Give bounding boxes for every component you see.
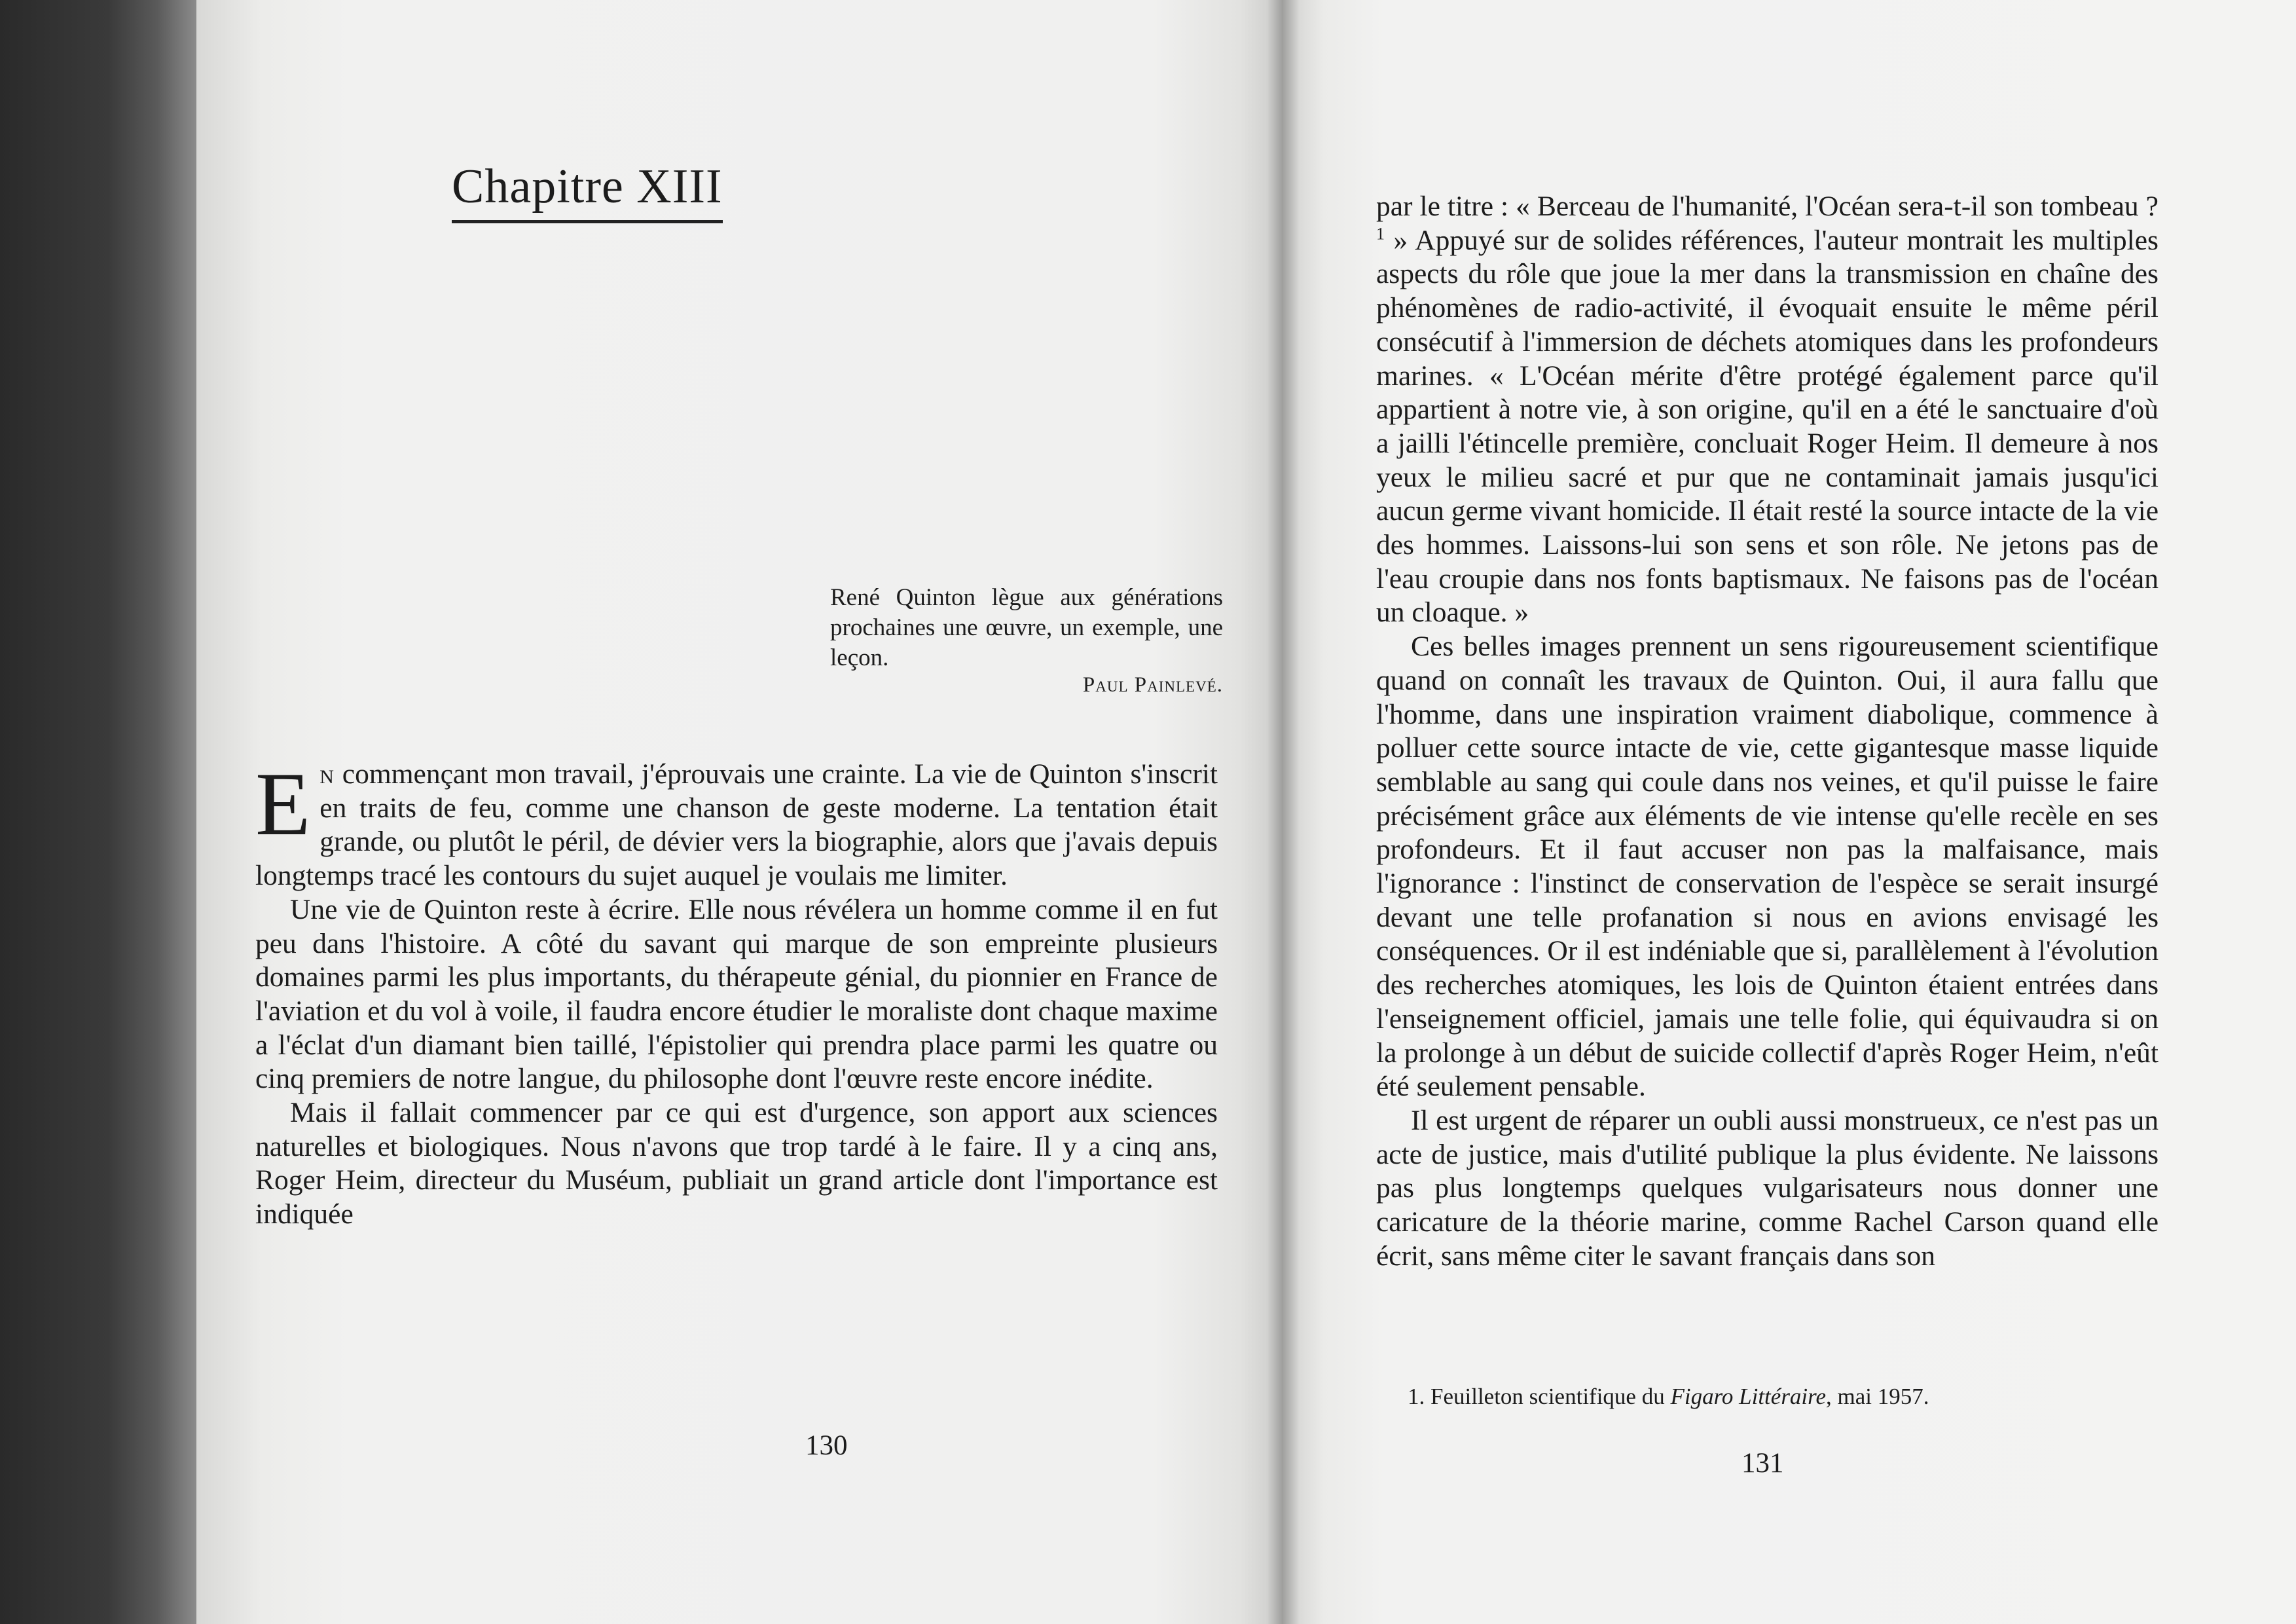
paragraph-1-text: commençant mon travail, j'éprouvais une crainte. La vie de Quinton s'inscrit en traits de feu, comme une chanson de geste moderne. La tentation était grande, ou plutôt le péril, de dévier vers la biographie, alors que j'avais depuis longtemps tracé les contours du sujet auquel je voulais me limiter. — [255, 758, 1218, 892]
paragraph-r2: Ces belles images prennent un sens rigoureusement scientifique quand on connaît les travaux de Quinton. Oui, il aura fallu que l'homme, dans une inspiration vraiment diabolique, commence à polluer cette source intacte de vie, cette gigantesque masse liquide semblable au sang qui coule dans nos veines, et qu'il puisse le faire précisément grâce aux éléments de vie intense qu'elle recèle en ses profondeurs. Et il faut accuser non pas la malfaisance, mais l'ignorance : l'instinct de conservation de l'espèce se serait insurgé devant une telle profanation si nous en avions envisagé les conséquences. Or il est indéniable que si, parallèlement à l'évolution des recherches atomiques, les lois de Quinton étaient entrées dans l'enseignement officiel, jamais une telle folie, qui équivaudra si on la prolonge à un début de suicide collectif d'après Roger Heim, n'eût été seulement pensable. — [1376, 631, 2159, 1103]
paragraph-r1-before-note: par le titre : « Berceau de l'humanité, l'Océan sera-t-il son tombeau ? — [1376, 191, 2159, 222]
epigraph-author: Paul Painlevé. — [1082, 673, 1223, 697]
footnote — [1408, 1382, 2193, 1412]
footnote-number: 1. — [1408, 1384, 1425, 1409]
page-number-left: 130 — [805, 1430, 848, 1461]
paragraph-r1-after-note: » Appuyé sur de solides références, l'auteur montrait les multiples aspects du rôle que joue la mer dans la transmission en chaîne des phénomènes de radio-activité, il évoquait ensuite le même péril consécutif à l'immersion de déchets atomiques dans les profondeurs marines. « L'Océan mérite d'être protégé également parce qu'il appartient à notre vie, à son origine, qu'il en a été le sanctuaire d'où a jailli l'étincelle première, concluait Roger Heim. Il demeure à nos yeux le milieu sacré et pur que ne contaminait jamais jusqu'ici aucun germe vivant homicide. Il était resté la source intacte de la vie des hommes. Laissons-lui son sens et son rôle. Ne jetons pas de l'eau croupie dans nos fonts baptismaux. Ne faisons pas de l'océan un cloaque. » — [1376, 224, 2159, 629]
paragraph-r3: Il est urgent de réparer un oubli aussi monstrueux, ce n'est pas un acte de justice, mais d'utilité publique la plus évidente. Ne laissons pas plus longtemps quelques vulgarisateurs nous donner une caricature de la théorie marine, comme Rachel Carson quand elle écrit, sans même citer le savant français dans son — [1376, 1104, 2159, 1272]
chapter-title: Chapitre XIII — [452, 157, 723, 223]
footnote-after: , mai 1957. — [1826, 1384, 1929, 1409]
paragraph-r1 — [1376, 190, 2159, 630]
left-page-body — [255, 754, 1218, 1232]
epigraph-text: René Quinton lègue aux générations prochaines une œuvre, un exemple, une leçon. — [830, 584, 1223, 671]
book-gutter — [1267, 0, 1300, 1624]
first-word-rest: n — [319, 758, 335, 790]
right-page-body — [1376, 190, 2159, 1274]
footnote-italic: Figaro Littéraire — [1670, 1384, 1827, 1409]
footnote-before: Feuilleton scientifique du — [1430, 1384, 1671, 1409]
footnote-reference[interactable]: 1 — [1376, 224, 1385, 244]
drop-cap: E — [255, 754, 311, 854]
scanner-edge-shadow — [0, 0, 196, 1624]
page-number-right: 131 — [1741, 1448, 1784, 1479]
paragraph-1 — [255, 754, 1218, 893]
paragraph-2: Une vie de Quinton reste à écrire. Elle nous révélera un homme comme il en fut peu dans l'histoire. A côté du savant qui marque de son empreinte plusieurs domaines parmi les plus importants, du thérapeute génial, du pionnier en France de l'aviation et du vol à voile, il faudra encore étudier le moraliste dont chaque maxime a l'éclat d'un diamant bien taillé, l'épistolier qui prendra place parmi les quatre ou cinq premiers de notre langue, du philosophe dont l'œuvre reste encore inédite. — [255, 893, 1218, 1095]
paragraph-3: Mais il fallait commencer par ce qui est d'urgence, son apport aux sciences naturelles et biologiques. Nous n'avons que trop tardé à le faire. Il y a cinq ans, Roger Heim, directeur du Muséum, publiait un grand article dont l'importance est indiquée — [255, 1097, 1218, 1230]
